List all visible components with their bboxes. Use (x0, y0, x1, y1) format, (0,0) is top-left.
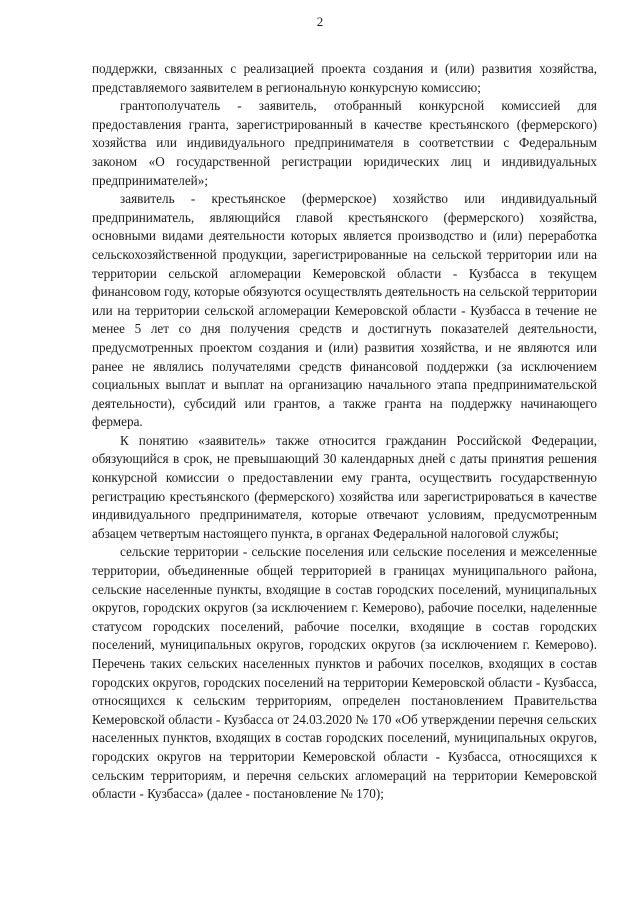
document-body (92, 60, 597, 804)
paragraph-applicant-citizen: К понятию «заявитель» также относится гражданин Российской Федерации, обязующийся в срок, не превышающий 30 календарных дней с даты принятия решения конкурсной комиссии о предоставлении ему гранта, осуществить государственную регистрацию крестьянского (фермерского) хозяйства или зарегистрироваться в качестве индивидуального предпринимателя, которые отвечают условиям, предусмотренным абзацем четвертым настоящего пункта, в органах Федеральной налоговой службы; (92, 432, 597, 541)
page-number: 2 (316, 14, 324, 29)
paragraph-applicant: заявитель - крестьянское (фермерское) хозяйство или индивидуальный предприниматель, являющийся главой крестьянского (фермерского) хозяйства, основными видами деятельности которых является производство и (или) переработка сельскохозяйственной продукции, зарегистрированные на сельской территории или на территории сельской агломерации Кемеровской области - Кузбасса в текущем финансовом году, которые обязуются осуществлять деятельность на сельской территории или на территории сельской агломерации Кемеровской области - Кузбасса в течение не менее 5 лет со дня получения средств и достигнуть показателей деятельности, предусмотренных проектом создания и (или) развития хозяйства, и не являются или ранее не являлись получателями средств финансовой поддержки (за исключением социальных выплат и выплат на организацию начального этапа предпринимательской деятельности), субсидий или грантов, а также гранта на поддержку начинающего фермера. (92, 191, 597, 430)
paragraph-grant-recipient: грантополучатель - заявитель, отобранный конкурсной комиссией для предоставления гранта, зарегистрированный в качестве крестьянского (фермерского) хозяйства или индивидуального предпринимателя в соответствии с Федеральным законом «О государственной регистрации юридических лиц и индивидуальных предпринимателей»; (92, 98, 597, 188)
paragraph-continuation: поддержки, связанных с реализацией проекта создания и (или) развития хозяйства, представляемого заявителем в региональную конкурсную комиссию; (92, 61, 597, 95)
paragraph-rural-territories: сельские территории - сельские поселения или сельские поселения и межселенные территории, объединенные общей территорией в границах муниципального района, сельские населенные пункты, входящие в состав городских поселений, муниципальных округов, городских округов (за исключением г. Кемерово), рабочие поселки, наделенные статусом городских поселений, рабочие поселки, входящие в состав городских поселений, муниципальных округов, городских округов (за исключением г. Кемерово). Перечень таких сельских населенных пунктов и рабочих поселков, входящих в состав городских округов, городских поселений на территории Кемеровской области - Кузбасса, относящихся к сельским территориям, определен постановлением Правительства Кемеровской области - Кузбасса от 24.03.2020 № 170 «Об утверждении перечня сельских населенных пунктов, входящих в состав городских поселений, муниципальных округов, городских округов на территории Кемеровской области - Кузбасса, относящихся к сельским территориям, и перечня сельских агломераций на территории Кемеровской области - Кузбасса» (далее - постановление № 170); (92, 544, 597, 802)
